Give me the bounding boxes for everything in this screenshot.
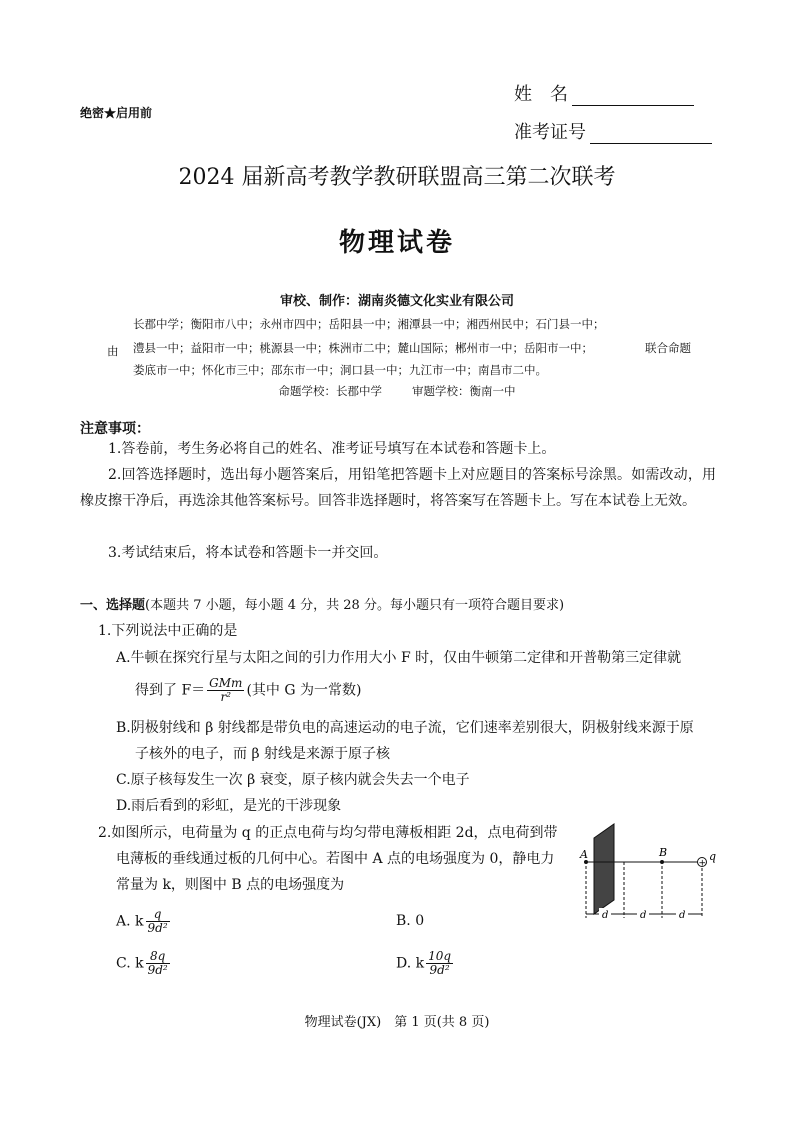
q2-a-label: A. k [116, 913, 144, 930]
q1-option-a-line1: A.牛顿在探究行星与太阳之间的引力作用大小 F 时，仅由牛顿第二定律和开普勒第三定律就 [116, 650, 682, 666]
section-desc: (本题共 7 小题，每小题 4 分，共 28 分。每小题只有一项符合题目要求) [145, 598, 565, 613]
name-blank [572, 87, 694, 106]
exam-id-field [514, 118, 712, 144]
joint-label: 联合命题 [645, 341, 691, 355]
q1-a-denominator: r² [220, 690, 232, 704]
note-1: 1.答卷前，考生务必将自己的姓名、准考证号填写在本试卷和答题卡上。 [108, 441, 556, 457]
q1-a-formula-lhs: 得到了 F＝ [135, 682, 206, 699]
q1-stem: 1.下列说法中正确的是 [98, 623, 238, 639]
q2-a-numerator: q [146, 908, 170, 922]
section-heading [80, 594, 564, 613]
q2-c-label: C. k [116, 955, 144, 972]
q2-figure [570, 818, 720, 928]
review-school: 审题学校：衡南一中 [412, 384, 516, 398]
schools-line-1: 长郡中学；衡阳市八中；永州市四中；岳阳县一中；湘潭县一中；湘西州民中；石门县一中； [133, 317, 605, 331]
q2-a-denominator: 9d² [147, 921, 168, 935]
schools-line-2: 澧县一中；益阳市一中；桃源县一中；株洲市二中；麓山国际；郴州市一中；岳阳市一中； [133, 341, 593, 355]
confidential-mark: 绝密★启用前 [80, 106, 153, 120]
q1-option-c: C.原子核每发生一次 β 衰变，原子核内就会失去一个电子 [116, 772, 470, 788]
q2-d-denominator: 9d² [429, 963, 450, 977]
subject-title: 物理试卷 [338, 228, 455, 258]
q1-a-formula-note: (其中 G 为一常数) [246, 682, 362, 699]
q2-stem-line3: 常量为 k，则图中 B 点的电场强度为 [116, 877, 345, 893]
command-school: 命题学校：长郡中学 [278, 384, 382, 398]
q2-c-numerator: 8q [146, 950, 170, 964]
note-2: 2.回答选择题时，选出每小题答案后，用铅笔把答题卡上对应题目的答案标号涂黑。如需改动，用橡皮擦干净后，再选涂其他答案标号。回答非选择题时，将答案写在答题卡上。写在本试卷上无效。 [80, 467, 716, 509]
q2-d-label: D. k [396, 955, 425, 972]
exam-title: 2024 届新高考教学教研联盟高三第二次联考 [178, 165, 616, 190]
exam-id-label: 准考证号 [514, 122, 586, 143]
section-title: 一、选择题 [80, 598, 146, 613]
point-b [660, 860, 664, 864]
q1-option-b-line2: 子核外的电子，而 β 射线是来源于原子核 [135, 746, 390, 762]
label-a: A [580, 848, 588, 861]
note-3: 3.考试结束后，将本试卷和答题卡一并交回。 [108, 545, 388, 561]
page-footer: 物理试卷(JX) 第 1 页(共 8 页) [304, 1015, 490, 1030]
q1-option-a-line2 [135, 677, 361, 704]
plus-sign: + [698, 858, 707, 869]
q2-d-fraction [426, 950, 453, 977]
command-schools [0, 383, 794, 399]
q1-a-numerator: GMm [209, 676, 243, 690]
by-label: 由 [107, 344, 119, 358]
name-field [514, 80, 694, 106]
q2-d-numerator: 10q [428, 949, 452, 963]
q1-a-fraction [207, 677, 244, 704]
exam-id-blank [590, 125, 712, 144]
q1-option-b-line1: B.阴极射线和 β 射线都是带负电的高速运动的电子流，它们速率差别很大，阴极射线来源于原 [116, 720, 694, 736]
q2-stem-line1: 2.如图所示，电荷量为 q 的正点电荷与均匀带电薄板相距 2d，点电荷到带 [98, 825, 558, 841]
producer-line: 审校、制作：湖南炎德文化实业有限公司 [279, 294, 514, 309]
q2-stem-line2: 电薄板的垂线通过板的几何中心。若图中 A 点的电场强度为 0，静电力 [116, 851, 555, 867]
q2-option-a [116, 908, 172, 935]
q2-c-denominator: 9d² [147, 963, 168, 977]
notes-heading: 注意事项： [80, 421, 150, 437]
label-q: q [709, 850, 717, 863]
q2-a-fraction [146, 908, 170, 935]
dim-label-3: d [679, 910, 686, 921]
q2-option-c [116, 950, 172, 977]
name-label: 姓 名 [514, 84, 568, 105]
dim-label-1: d [602, 910, 609, 921]
schools-line-3: 娄底市一中；怀化市三中；邵东市一中；洞口县一中；九江市一中；南昌市二中。 [133, 363, 547, 377]
q2-option-b: B. 0 [396, 913, 425, 929]
q1-option-d: D.雨后看到的彩虹，是光的干涉现象 [116, 798, 342, 814]
q2-c-fraction [146, 950, 170, 977]
charged-plate [594, 824, 614, 914]
q2-option-d [396, 950, 455, 977]
dim-label-2: d [640, 910, 647, 921]
label-b: B [659, 846, 668, 859]
